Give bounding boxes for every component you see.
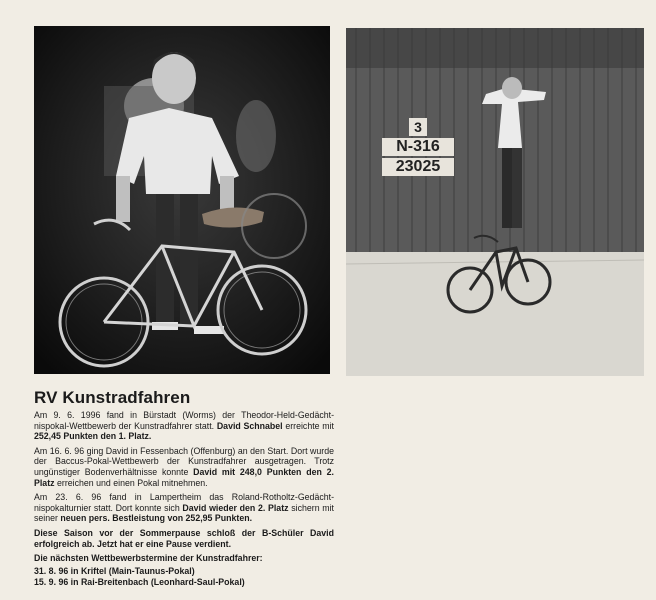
- p1-text-2: erreichte mit: [282, 420, 334, 431]
- schedule-item: 15. 9. 96 in Rai-Breitenbach (Leonhard-Saul-Pokal): [34, 576, 245, 587]
- p2-text-1: Am 16. 6. 96 ging David in Fessenbach (Offenburg) an den Start. Dort wurde der Baccus-Pokal-Wettbewerb der Kunstradfahrer ausgetragen. Trotz ungünstiger Bodenverhältnisse konnte: [34, 445, 334, 477]
- schedule-heading: Die nächsten Wettbewerbstermine der Kunstradfahrer:: [34, 553, 263, 564]
- p2-text-2: erreichen und einen Pokal mitnehmen.: [54, 477, 208, 488]
- photo-boy-bicycle-trick: [346, 28, 644, 376]
- article-headline: RV Kunstradfahren: [34, 388, 191, 407]
- p3-text-1: Am 23. 6. 96 fand in Lampertheim das Roland-Rotholtz-Gedächt-nispokalturnier statt. Dort konnte sich: [34, 492, 334, 513]
- sign-line-2: N-316: [382, 138, 454, 156]
- sign-line-1: 3: [409, 118, 427, 136]
- p3-bold-2: neuen pers. Bestleistung von 252,95 Punkten.: [60, 513, 253, 524]
- photo-boy-with-bicycle: [34, 26, 330, 374]
- p3-text-2: sichern mit seiner: [34, 502, 335, 524]
- article-paragraph-4: Diese Saison vor der Sommerpause schloß der B-Schüler David erfolgreich ab. Jetzt hat er eine Pause verdient.: [34, 527, 334, 549]
- sign-board: [382, 118, 454, 176]
- article-paragraph-2: [34, 446, 334, 488]
- p1-bold-2: 252,45 Punkten den 1. Platz.: [34, 431, 152, 442]
- article-paragraph-1: [34, 410, 334, 442]
- p1-text-1: Am 9. 6. 1996 fand in Bürstadt (Worms) der Theodor-Held-Gedächt-nispokal-Wettbewerb der Kunstradfahrer statt.: [34, 410, 334, 431]
- schedule-item: 31. 8. 96 in Kriftel (Main-Taunus-Pokal): [34, 565, 195, 576]
- p2-bold-1: David mit 248,0 Punkten den 2. Platz: [34, 466, 334, 488]
- p3-bold-1: David wieder den 2. Platz: [182, 502, 289, 513]
- p1-bold-1: David Schnabel: [216, 420, 283, 431]
- article-paragraph-3: [34, 492, 334, 524]
- sign-line-3: 23025: [382, 158, 454, 176]
- article: [34, 388, 334, 588]
